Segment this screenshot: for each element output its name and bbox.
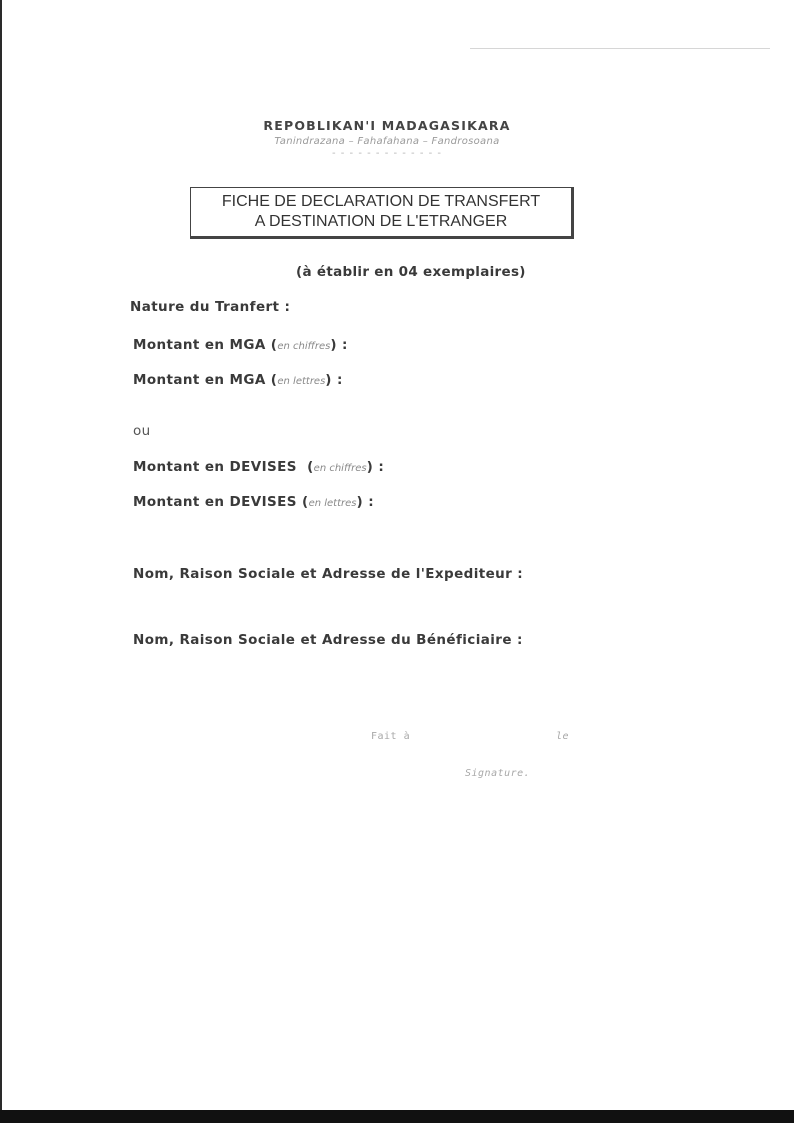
field-montant-mga-chiffres: Montant en MGA (en chiffres) : [133, 337, 348, 353]
field-suffix: : [378, 459, 385, 475]
or-separator: ou [133, 423, 151, 439]
header-separator: - - - - - - - - - - - - - [331, 148, 443, 159]
copies-instruction: (à établir en 04 exemplaires) [296, 264, 526, 280]
form-title-box [190, 187, 574, 239]
signature-label: Signature. [465, 768, 531, 779]
page-edge [0, 0, 2, 1123]
field-montant-mga-lettres: Montant en MGA (en lettres) : [133, 372, 343, 388]
field-label: Montant en MGA [133, 372, 266, 388]
field-note: en lettres [277, 376, 326, 387]
field-nature-transfert: Nature du Tranfert : [130, 299, 291, 315]
form-title-line-1: FICHE DE DECLARATION DE TRANSFERT [221, 193, 541, 210]
form-title-line-2: A DESTINATION DE L'ETRANGER [254, 213, 508, 230]
field-note: en chiffres [277, 341, 331, 352]
page-edge-bottom [0, 1110, 794, 1123]
field-note: en chiffres [313, 463, 367, 474]
field-expediteur: Nom, Raison Sociale et Adresse de l'Expediteur : [133, 566, 524, 582]
republic-heading: REPOBLIKAN'I MADAGASIKARA [263, 118, 511, 133]
field-label: Montant en DEVISES [133, 494, 297, 510]
field-montant-devises-lettres: Montant en DEVISES (en lettres) : [133, 494, 374, 510]
field-montant-devises-chiffres: Montant en DEVISES (en chiffres) : [133, 459, 385, 475]
field-beneficiaire: Nom, Raison Sociale et Adresse du Bénéficiaire : [133, 632, 523, 648]
national-motto: Tanindrazana – Fahafahana – Fandrosoana [274, 136, 500, 147]
field-suffix: : [342, 337, 348, 353]
field-label: Montant en MGA [133, 337, 266, 353]
scan-artifact-line [470, 48, 770, 49]
field-suffix: : [336, 372, 343, 388]
fait-a-label: Fait à [371, 731, 411, 742]
field-suffix: : [368, 494, 374, 510]
date-le-label: le [556, 731, 570, 742]
field-note: en lettres [308, 498, 357, 509]
field-label: Montant en DEVISES [133, 459, 297, 475]
